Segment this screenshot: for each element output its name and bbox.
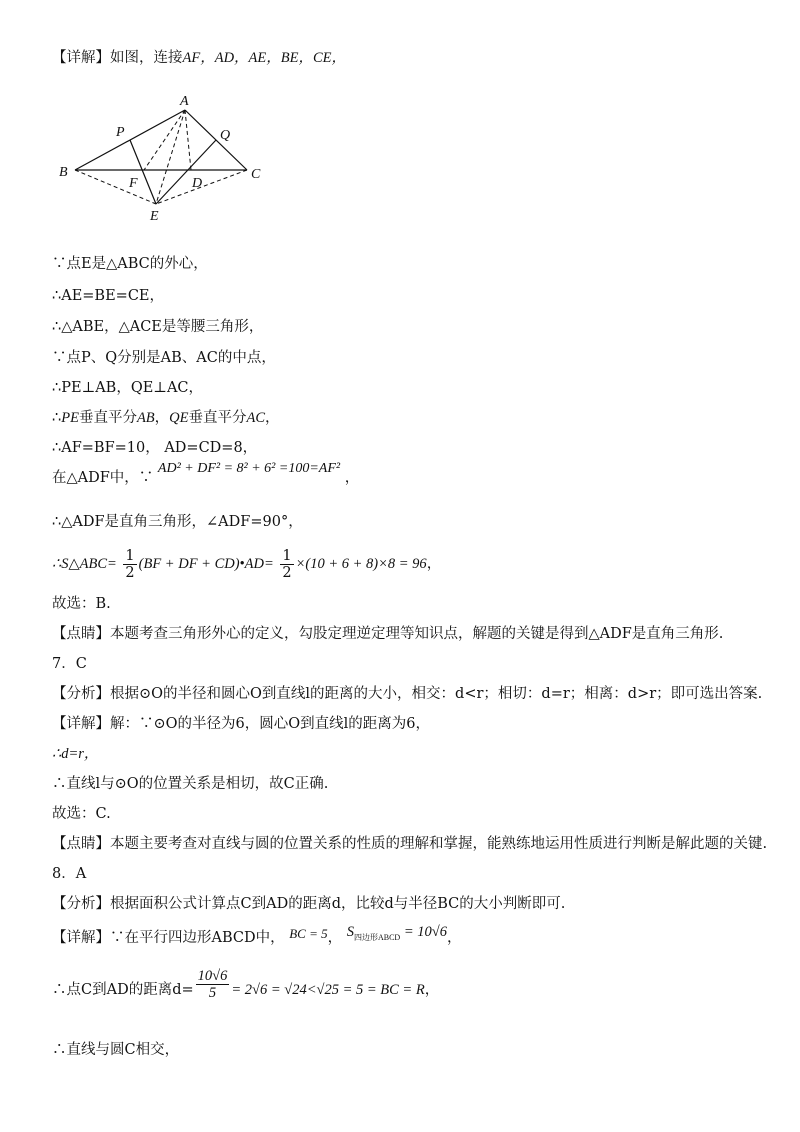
text: ， (446, 930, 462, 946)
q8-analysis (52, 894, 565, 914)
label-c: C (251, 167, 261, 182)
area-value: = 10√6 (403, 924, 447, 940)
line-perpendicular: ∴PE⊥AB，QE⊥AC， (52, 380, 204, 396)
comment-text: 本题考查三角形外心的定义，勾股定理逆定理等知识点，解题的关键是得到△ADF是直角三角形. (110, 626, 724, 642)
line-pythagoras (52, 461, 360, 489)
numerator: 1 (125, 547, 135, 564)
line-isosceles: ∴△ABE，△ACE是等腰三角形， (52, 319, 264, 335)
label-d: D (192, 176, 203, 191)
line-ae-be-ce: ∴AE=BE=CE， (52, 288, 164, 304)
line-circumcenter: ∵点E是△ABC的外心， (52, 256, 208, 272)
q7-detail (52, 714, 430, 734)
distance-prefix: ∴点C到AD的距离d= (52, 982, 194, 998)
analysis-text: 根据面积公式计算点C到AD的距离d，比较d与半径BC的大小判断即可. (110, 896, 566, 912)
text: ， (344, 470, 360, 486)
detail-intro: 如图，连接 (110, 50, 183, 66)
label-e: E (150, 209, 159, 224)
detail-text: 解：∵⊙O的半径为6，圆心O到直线l的距离为6， (110, 716, 431, 732)
analysis-text: 根据⊙O的半径和圆心O到直线l的距离的大小，相交：d<r；相切：d=r；相离：d>r；即可选出答案. (110, 686, 763, 702)
line-bisector (52, 408, 280, 428)
line-lengths: ∴AF=BF=10， AD=CD=8， (52, 440, 258, 456)
denominator: 5 (208, 984, 217, 1001)
segment-qe (156, 140, 216, 204)
segment-name: QE (169, 410, 189, 426)
line-area (52, 544, 441, 584)
detail-prefix: ∵在平行四边形ABCD中， (110, 930, 285, 946)
label-f: F (129, 176, 138, 191)
analysis-label: 【分析】 (52, 896, 110, 912)
text: 垂直平分 (188, 410, 247, 426)
q8-distance (52, 968, 439, 1012)
segment-ad (185, 110, 191, 170)
choose-line: 故选：B. (52, 596, 111, 612)
q7-number: 7．C (52, 656, 87, 672)
distance-comparison: = 2√6 = √24<√25 = 5 = BC = R (231, 982, 425, 998)
label-a: A (180, 94, 189, 109)
q8-conclusion: ∴直线与圆C相交， (52, 1042, 180, 1058)
q7-line-tangent: ∴直线l与⊙O的位置关系是相切，故C正确. (52, 776, 329, 792)
detail-segments: AF，AD，AE，BE，CE， (182, 50, 346, 66)
denominator: 2 (125, 564, 135, 581)
text: 垂直平分 (78, 410, 137, 426)
numerator: 10√6 (197, 967, 228, 984)
text: 在△ADF中，∵ (52, 470, 154, 486)
text: ∴ (52, 410, 62, 426)
segment-name: PE (61, 410, 79, 426)
triangle-figure (50, 92, 280, 224)
q7-comment (52, 834, 767, 854)
area-tail: ×(10 + 6 + 8)×8 = 96 (295, 556, 427, 572)
fraction-half (123, 548, 136, 581)
q7-line-d-equals-r: ∴d=r， (52, 746, 99, 762)
area-subscript: 四边形ABCD (353, 932, 401, 942)
numerator: 1 (282, 547, 292, 564)
area-symbol: S (346, 924, 354, 940)
line-right-triangle: ∴△ADF是直角三角形，∠ADF=90°， (52, 514, 303, 530)
q7-analysis (52, 684, 762, 704)
area-expression (347, 924, 447, 940)
detail-label: 【详解】 (52, 50, 110, 66)
line-midpoints: ∵点P、Q分别是AB、AC的中点， (52, 350, 276, 366)
segment-af (144, 110, 185, 170)
label-p: P (116, 125, 125, 140)
label-b: B (59, 165, 68, 180)
comment-text: 本题主要考查对直线与圆的位置关系的性质的理解和掌握，能熟练地运用性质进行判断是解此题的关键. (110, 836, 768, 852)
area-mid: (BF + DF + CD)•AD= (138, 556, 274, 572)
text: ， (424, 982, 440, 998)
pythagoras-formula: AD² + DF² = 8² + 6² =100=AF² (157, 461, 341, 476)
bc-value: BC = 5 (289, 926, 328, 941)
area-prefix: ∴S△ABC= (52, 556, 117, 572)
segment-name: AB (136, 410, 155, 426)
text: ， (154, 410, 170, 426)
detail-label: 【详解】 (52, 930, 110, 946)
label-q: Q (220, 128, 231, 143)
comment-label: 【点睛】 (52, 836, 110, 852)
q8-detail (52, 924, 462, 954)
segment-name: AC (246, 410, 266, 426)
comment-label: 【点睛】 (52, 626, 110, 642)
denominator: 2 (282, 564, 292, 581)
fraction-half (280, 548, 293, 581)
analysis-label: 【分析】 (52, 686, 110, 702)
distance-fraction (196, 968, 230, 1001)
text: ， (327, 930, 343, 946)
detail-line-6 (52, 48, 346, 68)
text: ， (265, 410, 280, 426)
q8-number: 8．A (52, 866, 87, 882)
detail-label: 【详解】 (52, 716, 110, 732)
comment-line (52, 624, 723, 644)
q7-choose: 故选：C. (52, 806, 111, 822)
text: ， (426, 556, 442, 572)
